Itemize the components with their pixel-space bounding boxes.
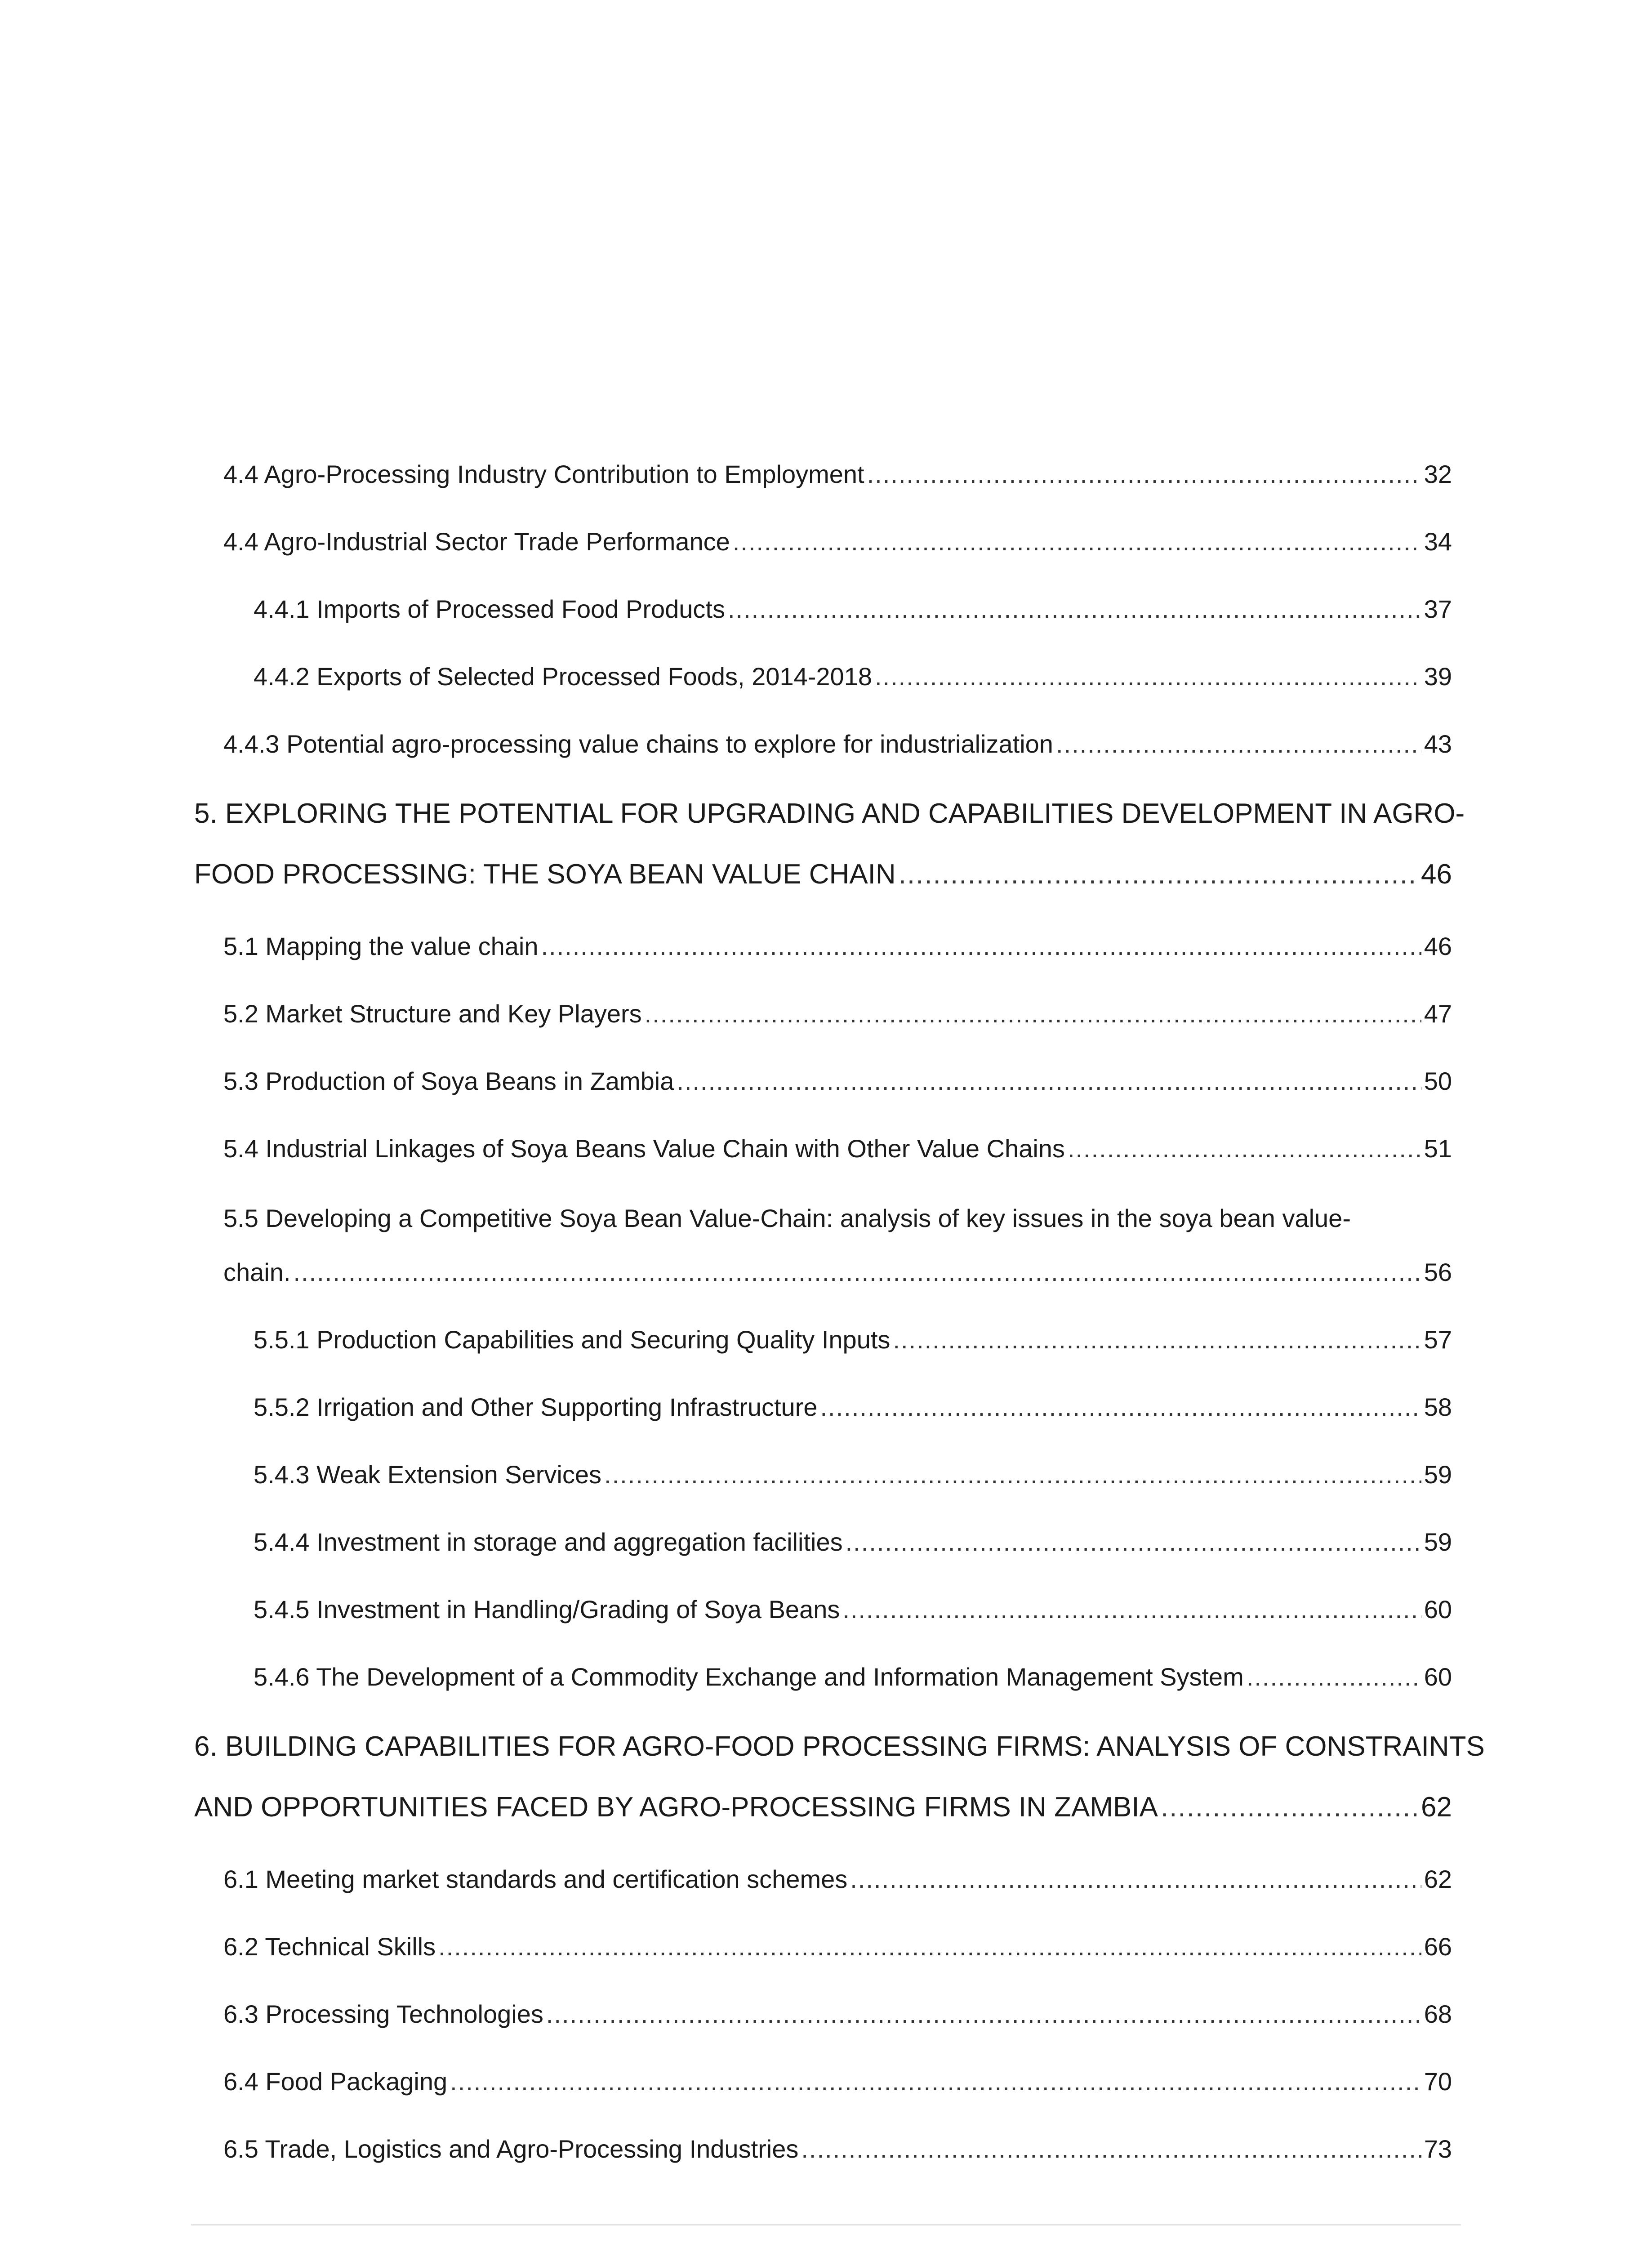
- dot-leader: [820, 1392, 1421, 1423]
- dot-leader: [1247, 1661, 1421, 1693]
- toc-entry-title: 5.4.5 Investment in Handling/Grading of Soya Beans: [254, 1595, 840, 1624]
- dot-leader: [450, 2066, 1421, 2097]
- dot-leader: [1161, 1789, 1418, 1825]
- toc-page-number: 62: [1424, 1865, 1452, 1893]
- toc-entry: [223, 1864, 1452, 1895]
- toc-entry: [254, 593, 1452, 625]
- toc-entry-title: 5.4 Industrial Linkages of Soya Beans Value Chain with Other Value Chains: [223, 1134, 1065, 1163]
- toc-page-number: 59: [1424, 1460, 1452, 1489]
- toc-entry: [223, 1931, 1452, 1963]
- toc-entry-title: FOOD PROCESSING: THE SOYA BEAN VALUE CHAIN: [194, 859, 896, 890]
- toc-entry-title: 6.3 Processing Technologies: [223, 2000, 543, 2028]
- toc-entry: [254, 661, 1452, 692]
- toc-page-number: 62: [1421, 1792, 1452, 1823]
- dot-leader: [677, 1066, 1421, 1097]
- toc-page-number: 43: [1424, 730, 1452, 758]
- toc-entry: [223, 1133, 1452, 1164]
- toc-page-number: 37: [1424, 595, 1452, 623]
- toc-page-number: 73: [1424, 2135, 1452, 2163]
- toc-entry: [254, 1526, 1452, 1558]
- dot-leader: [875, 661, 1421, 692]
- toc-entry-title: 6.4 Food Packaging: [223, 2067, 448, 2096]
- dot-leader: [842, 1594, 1421, 1625]
- toc-page-number: 66: [1424, 1932, 1452, 1961]
- toc-entry-title: chain.: [223, 1258, 291, 1286]
- toc-entry: [254, 1661, 1452, 1693]
- toc-page-number: 60: [1424, 1663, 1452, 1691]
- toc-page-number: 59: [1424, 1528, 1452, 1556]
- toc-entry: [223, 1066, 1452, 1097]
- dot-leader: [293, 1257, 1421, 1288]
- toc-entry: [223, 2133, 1452, 2165]
- chapter-heading-line: 6. BUILDING CAPABILITIES FOR AGRO-FOOD PROCESSING FIRMS: ANALYSIS OF CONSTRAINTS: [194, 1731, 1485, 1762]
- toc-chapter-entry: [194, 856, 1452, 892]
- toc-entry-title: 6.2 Technical Skills: [223, 1932, 436, 1961]
- dot-leader: [546, 1998, 1421, 2030]
- dot-leader: [867, 459, 1421, 490]
- toc-entry: [223, 1257, 1452, 1288]
- toc-entry: [254, 1459, 1452, 1490]
- dot-leader: [541, 931, 1421, 962]
- toc-entry: [254, 1324, 1452, 1356]
- dot-leader: [733, 526, 1421, 558]
- toc-entry-title: 5.4.3 Weak Extension Services: [254, 1460, 602, 1489]
- dot-leader: [1068, 1133, 1421, 1164]
- dot-leader: [899, 856, 1418, 892]
- toc-entry-title: 5.4.4 Investment in storage and aggregation facilities: [254, 1528, 843, 1556]
- toc-page-number: 50: [1424, 1067, 1452, 1095]
- dot-leader: [645, 998, 1421, 1030]
- footer-divider: [191, 2224, 1461, 2226]
- toc-entry: [223, 728, 1452, 760]
- dot-leader: [1056, 728, 1421, 760]
- toc-page-number: 70: [1424, 2067, 1452, 2096]
- toc-entry-title: 5.4.6 The Development of a Commodity Exchange and Information Management System: [254, 1663, 1244, 1691]
- toc-entry-line: 5.5 Developing a Competitive Soya Bean Value-Chain: analysis of key issues in the soya bean value-: [223, 1204, 1351, 1232]
- toc-page-number: 56: [1424, 1258, 1452, 1286]
- toc-entry-title: 5.5.2 Irrigation and Other Supporting Infrastructure: [254, 1393, 818, 1421]
- toc-entry-title: 6.1 Meeting market standards and certification schemes: [223, 1865, 848, 1893]
- toc-entry: [223, 526, 1452, 558]
- toc-page-number: 46: [1424, 932, 1452, 960]
- toc-entry: [223, 931, 1452, 962]
- toc-page-number: 39: [1424, 662, 1452, 691]
- toc-entry-title: 4.4.1 Imports of Processed Food Products: [254, 595, 725, 623]
- toc-entry: [223, 998, 1452, 1030]
- dot-leader: [893, 1324, 1421, 1356]
- toc-entry: [223, 459, 1452, 490]
- toc-entry-title: 4.4.3 Potential agro-processing value chains to explore for industrialization: [223, 730, 1053, 758]
- toc-entry-title: 5.1 Mapping the value chain: [223, 932, 539, 960]
- toc-entry: [254, 1392, 1452, 1423]
- toc-page-number: 68: [1424, 2000, 1452, 2028]
- toc-entry-title: 5.2 Market Structure and Key Players: [223, 999, 642, 1028]
- toc-chapter-entry: [194, 1789, 1452, 1825]
- toc-entry-title: 5.3 Production of Soya Beans in Zambia: [223, 1067, 674, 1095]
- dot-leader: [846, 1526, 1421, 1558]
- toc-page-number: 60: [1424, 1595, 1452, 1624]
- dot-leader: [850, 1864, 1421, 1895]
- toc-entry-title: 5.5.1 Production Capabilities and Securing Quality Inputs: [254, 1325, 891, 1354]
- toc-entry-title: 4.4.2 Exports of Selected Processed Foods, 2014-2018: [254, 662, 872, 691]
- toc-entry-title: AND OPPORTUNITIES FACED BY AGRO-PROCESSING FIRMS IN ZAMBIA: [194, 1792, 1158, 1823]
- dot-leader: [728, 593, 1421, 625]
- dot-leader: [604, 1459, 1421, 1490]
- toc-page-number: 32: [1424, 460, 1452, 488]
- chapter-heading-line: 5. EXPLORING THE POTENTIAL FOR UPGRADING AND CAPABILITIES DEVELOPMENT IN AGRO-: [194, 798, 1465, 829]
- toc-entry: [223, 2066, 1452, 2097]
- toc-entry: [223, 1998, 1452, 2030]
- toc-page-number: 34: [1424, 527, 1452, 556]
- toc-entry-title: 4.4 Agro-Industrial Sector Trade Performance: [223, 527, 730, 556]
- toc-entry-title: 4.4 Agro-Processing Industry Contribution to Employment: [223, 460, 864, 488]
- toc-page-number: 47: [1424, 999, 1452, 1028]
- toc-entry-title: 6.5 Trade, Logistics and Agro-Processing Industries: [223, 2135, 799, 2163]
- dot-leader: [438, 1931, 1421, 1963]
- toc-page-number: 58: [1424, 1393, 1452, 1421]
- toc-page-number: 51: [1424, 1134, 1452, 1163]
- toc-page-number: 57: [1424, 1325, 1452, 1354]
- toc-page-number: 46: [1421, 859, 1452, 890]
- toc-entry: [254, 1594, 1452, 1625]
- dot-leader: [801, 2133, 1421, 2165]
